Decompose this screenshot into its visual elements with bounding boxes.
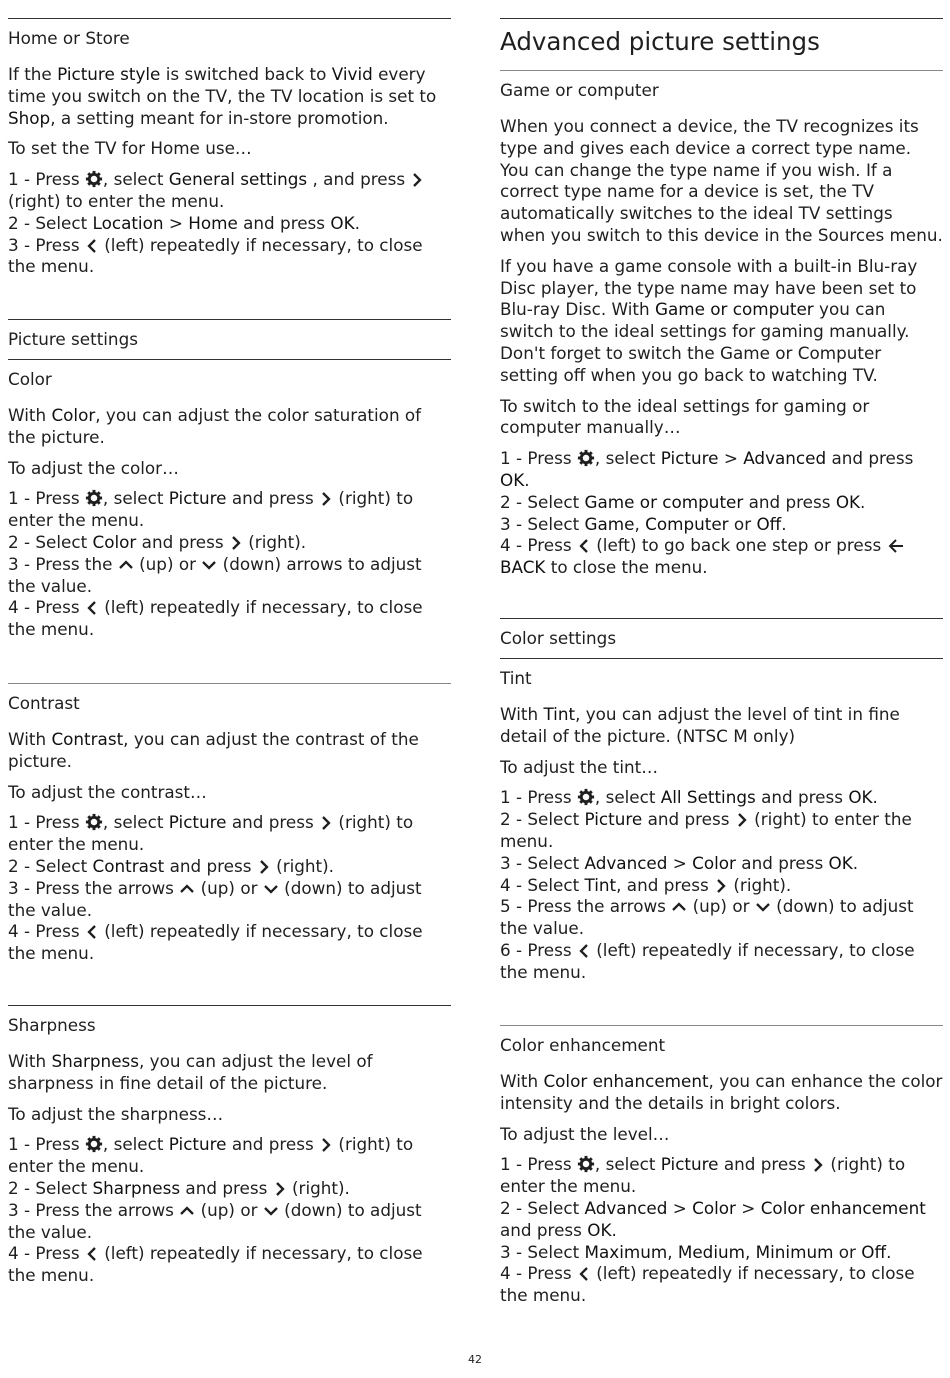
step: 1 - Press , select Picture and press (right) to enter the menu. xyxy=(8,488,414,531)
paragraph: To adjust the tint… xyxy=(500,756,659,777)
chevron-right-icon xyxy=(410,172,424,188)
paragraph: To adjust the sharpness… xyxy=(8,1103,224,1124)
divider xyxy=(8,1005,451,1006)
chevron-right-icon xyxy=(735,812,749,828)
step: 4 - Press (left) to go back one step or press BACK to close the menu. xyxy=(500,535,943,579)
gear-icon xyxy=(577,788,595,806)
paragraph: To adjust the level… xyxy=(500,1123,670,1144)
section-home-or-store xyxy=(8,18,451,278)
step: 2 - Select Picture and press (right) to enter the menu. xyxy=(500,809,912,851)
paragraph: When you connect a device, the TV recognizes its type and gives each device a correct type name. You can change the type name if you wish. If a correct type name for a device is set, the TV automatically switches to the ideal TV settings when you switch to this device in the Sources menu. xyxy=(500,116,943,245)
step: 4 - Press (left) repeatedly if necessary, to close the menu. xyxy=(500,1263,915,1306)
step: 3 - Select Advanced > Color and press OK. xyxy=(500,852,859,873)
page-number: 42 xyxy=(468,1353,482,1366)
step: 2 - Select Sharpness and press (right). xyxy=(8,1177,350,1198)
heading-color-settings: Color settings xyxy=(500,628,617,648)
step: 4 - Press (left) repeatedly if necessary, to close the menu. xyxy=(8,921,423,964)
step: 5 - Press the arrows (up) or (down) to adjust the value. xyxy=(500,896,914,939)
paragraph: With Contrast, you can adjust the contrast of the picture. xyxy=(8,729,419,771)
heading-home-or-store: Home or Store xyxy=(8,28,130,48)
step: 1 - Press , select All Settings and press OK. xyxy=(500,787,878,808)
gear-icon xyxy=(85,170,103,188)
step: 2 - Select Contrast and press (right). xyxy=(8,855,335,876)
heading-tint: Tint xyxy=(500,668,532,688)
step: 4 - Press (left) repeatedly if necessary, to close the menu. xyxy=(8,597,423,640)
paragraph: With Tint, you can adjust the level of tint in fine detail of the picture. (NTSC M only) xyxy=(500,704,900,746)
paragraph: With Sharpness, you can adjust the level of sharpness in fine detail of the picture. xyxy=(8,1051,373,1093)
divider xyxy=(8,683,451,684)
step: 3 - Select Maximum, Medium, Minimum or Off. xyxy=(500,1241,892,1262)
step: 1 - Press , select Picture and press (right) to enter the menu. xyxy=(8,1134,414,1177)
chevron-up-icon xyxy=(671,899,687,915)
chevron-right-icon xyxy=(273,1181,287,1197)
chevron-down-icon xyxy=(263,1203,279,1219)
chevron-left-icon xyxy=(577,538,591,554)
section-contrast xyxy=(8,683,451,965)
chevron-up-icon xyxy=(118,557,134,573)
step: 3 - Press the (up) or (down) arrows to adjust the value. xyxy=(8,553,422,596)
section-color-settings xyxy=(500,618,943,984)
chevron-down-icon xyxy=(263,881,279,897)
back-arrow-icon xyxy=(887,538,905,554)
chevron-down-icon xyxy=(201,557,217,573)
chevron-left-icon xyxy=(85,924,99,940)
chevron-down-icon xyxy=(755,899,771,915)
chevron-right-icon xyxy=(714,878,728,894)
chevron-right-icon xyxy=(319,491,333,507)
step: 3 - Press the arrows (up) or (down) to adjust the value. xyxy=(8,1199,422,1242)
gear-icon xyxy=(577,449,595,467)
heading-game-or-computer: Game or computer xyxy=(500,80,659,100)
chevron-right-icon xyxy=(257,859,271,875)
paragraph: If you have a game console with a built-in Blu-ray Disc player, the type name may have been set to Blu-ray Disc. With Game or computer you can switch to the ideal settings for gaming manually. Don't forget to switch the Game or Computer setting off when you go back to watching TV. xyxy=(500,255,918,385)
divider xyxy=(500,70,943,71)
step: 3 - Select Game, Computer or Off. xyxy=(500,513,787,534)
heading-color-enhancement: Color enhancement xyxy=(500,1035,666,1055)
chevron-right-icon xyxy=(319,1137,333,1153)
heading-sharpness: Sharpness xyxy=(8,1015,96,1035)
divider xyxy=(500,18,943,19)
chevron-right-icon xyxy=(319,815,333,831)
step: 3 - Press (left) repeatedly if necessary, to close the menu. xyxy=(8,234,423,277)
gear-icon xyxy=(85,1135,103,1153)
step: 6 - Press (left) repeatedly if necessary, to close the menu. xyxy=(500,939,915,982)
divider xyxy=(8,319,451,320)
heading-advanced-picture-settings: Advanced picture settings xyxy=(500,27,820,56)
divider xyxy=(8,18,451,19)
step: 4 - Select Tint, and press (right). xyxy=(500,874,792,895)
chevron-left-icon xyxy=(85,1246,99,1262)
step: 2 - Select Color and press (right). xyxy=(8,531,307,552)
step: 3 - Press the arrows (up) or (down) to adjust the value. xyxy=(8,877,422,920)
divider xyxy=(500,1025,943,1026)
step: 1 - Press , select Picture and press (right) to enter the menu. xyxy=(500,1154,906,1197)
paragraph: With Color enhancement, you can enhance the color intensity and the details in bright colors. xyxy=(500,1071,943,1113)
heading-contrast: Contrast xyxy=(8,693,80,713)
step: 1 - Press , select General settings , and press (right) to enter the menu. xyxy=(8,169,451,213)
chevron-left-icon xyxy=(577,943,591,959)
chevron-right-icon xyxy=(229,535,243,551)
heading-color: Color xyxy=(8,369,52,389)
gear-icon xyxy=(85,813,103,831)
section-picture-settings xyxy=(8,319,451,641)
paragraph: To adjust the color… xyxy=(8,457,179,478)
divider xyxy=(500,658,943,659)
section-advanced-picture-settings xyxy=(500,18,943,579)
paragraph: If the Picture style is switched back to Vivid every time you switch on the TV, the TV location is set to Shop, a setting meant for in-store promotion. xyxy=(8,64,437,128)
chevron-left-icon xyxy=(85,600,99,616)
chevron-left-icon xyxy=(85,238,99,254)
chevron-up-icon xyxy=(179,881,195,897)
step: 2 - Select Game or computer and press OK. xyxy=(500,491,866,512)
section-sharpness xyxy=(8,1005,451,1287)
gear-icon xyxy=(85,489,103,507)
heading-picture-settings: Picture settings xyxy=(8,329,138,349)
paragraph: With Color, you can adjust the color saturation of the picture. xyxy=(8,405,422,447)
step: 2 - Select Location > Home and press OK. xyxy=(8,212,360,233)
step: 2 - Select Advanced > Color > Color enhancement and press OK. xyxy=(500,1197,926,1240)
paragraph: To switch to the ideal settings for gaming or computer manually… xyxy=(500,395,870,438)
paragraph: To set the TV for Home use… xyxy=(8,138,252,159)
step: 1 - Press , select Picture and press (right) to enter the menu. xyxy=(8,812,414,855)
divider xyxy=(8,359,451,360)
chevron-left-icon xyxy=(577,1266,591,1282)
divider xyxy=(500,618,943,619)
gear-icon xyxy=(577,1155,595,1173)
chevron-right-icon xyxy=(811,1157,825,1173)
step: 1 - Press , select Picture > Advanced and press OK. xyxy=(500,448,914,490)
step: 4 - Press (left) repeatedly if necessary, to close the menu. xyxy=(8,1243,423,1286)
chevron-up-icon xyxy=(179,1203,195,1219)
paragraph: To adjust the contrast… xyxy=(8,781,207,802)
section-color-enhancement xyxy=(500,1025,943,1307)
